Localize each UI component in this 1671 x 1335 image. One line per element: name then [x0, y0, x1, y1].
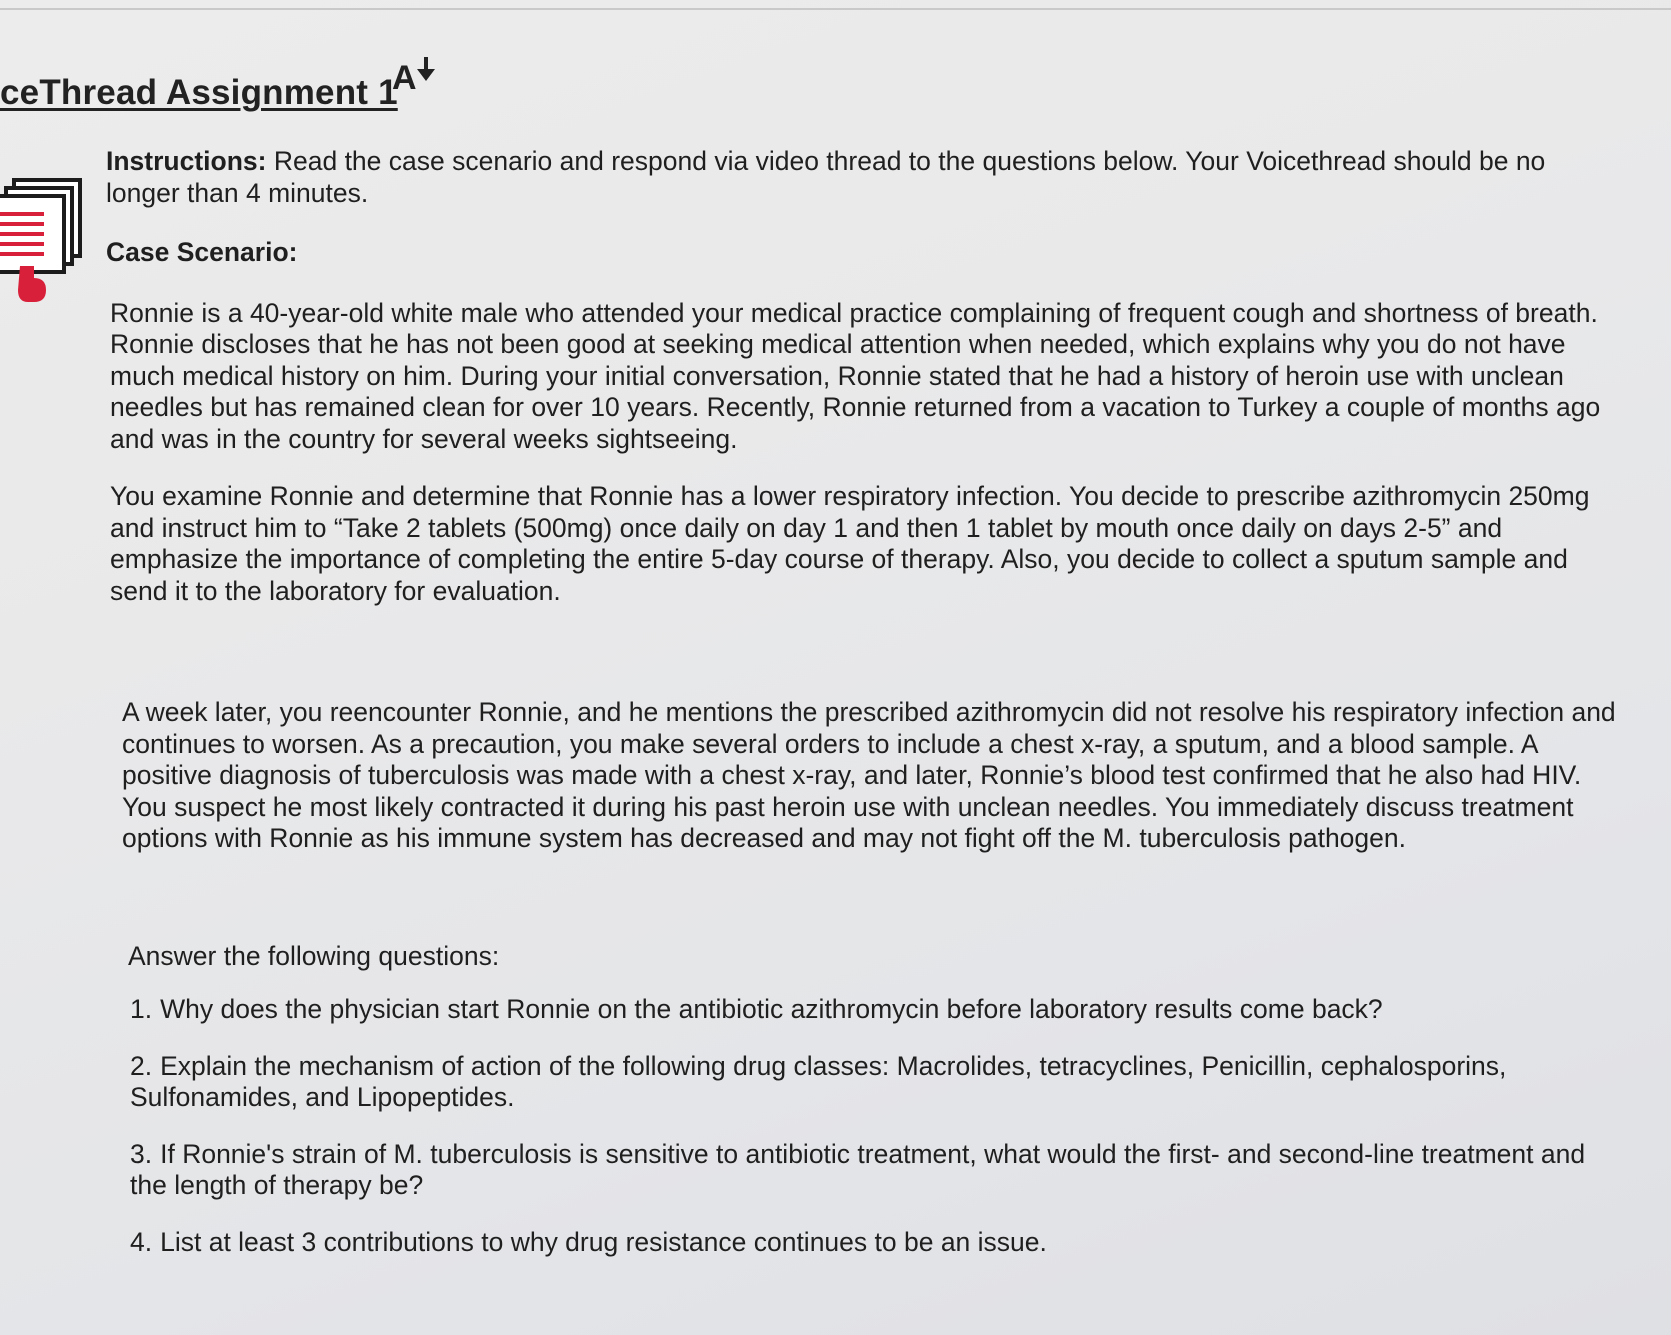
question-item	[106, 994, 1626, 1026]
question-number: 3.	[130, 1138, 153, 1169]
question-item	[106, 1139, 1626, 1202]
question-list	[106, 994, 1626, 1258]
questions-heading: Answer the following questions:	[128, 940, 500, 971]
instructions-text: Read the case scenario and respond via video thread to the questions below. Your Voicethread should be no longer than 4 minutes.	[106, 146, 1546, 208]
question-item	[106, 1227, 1626, 1259]
instructions	[106, 146, 1626, 209]
question-text: Why does the physician start Ronnie on the antibiotic azithromycin before laboratory results come back?	[160, 994, 1383, 1024]
question-text: Explain the mechanism of action of the following drug classes: Macrolides, tetracyclines, Penicillin, cephalosporins, Sulfonamides, and Lipopeptides.	[130, 1050, 1507, 1112]
document-stack-icon	[0, 178, 86, 318]
question-number: 1.	[130, 994, 153, 1024]
question-text: If Ronnie's strain of M. tuberculosis is sensitive to antibiotic treatment, what would the first- and second-line treatment and the length of therapy be?	[130, 1138, 1586, 1200]
svg-text:A: A	[392, 59, 417, 95]
sort-down-icon[interactable]	[392, 55, 444, 95]
question-number: 4.	[130, 1226, 153, 1257]
case-paragraph-2: You examine Ronnie and determine that Ronnie has a lower respiratory infection. You decide to prescribe azithromycin 250mg and instruct him to “Take 2 tablets (500mg) once daily on day 1 and then 1 tablet by mouth once daily on days 2-5” and emphasize the importance of completing the entire 5-day course of therapy. Also, you decide to collect a sputum sample and send it to the laboratory for evaluation.	[110, 481, 1590, 606]
assignment-content	[106, 146, 1626, 1283]
question-number: 2.	[130, 1050, 153, 1081]
question-item	[106, 1051, 1626, 1114]
case-scenario-heading: Case Scenario:	[106, 237, 298, 267]
instructions-label: Instructions:	[106, 146, 267, 176]
top-divider	[0, 8, 1671, 10]
case-paragraph-1: Ronnie is a 40-year-old white male who attended your medical practice complaining of frequent cough and shortness of breath. Ronnie discloses that he has not been good at seeking medical attention when needed, which explains why you do not have much medical history on him. During your initial conversation, Ronnie stated that he had a history of heroin use with unclean needles but has remained clean for over 10 years. Recently, Ronnie returned from a vacation to Turkey a couple of months ago and was in the country for several weeks sightseeing.	[110, 297, 1601, 454]
page-title: ceThread Assignment 1	[0, 73, 398, 113]
question-text: List at least 3 contributions to why drug resistance continues to be an issue.	[160, 1226, 1047, 1257]
case-paragraph-3: A week later, you reencounter Ronnie, and he mentions the prescribed azithromycin did not resolve his respiratory infection and continues to worsen. As a precaution, you make several orders to include a chest x-ray, a sputum, and a blood sample. A positive diagnosis of tuberculosis was made with a chest x-ray, and later, Ronnie’s blood test confirmed that he also had HIV. You suspect he most likely contracted it during his past heroin use with unclean needles. You immediately discuss treatment options with Ronnie as his immune system has decreased and may not fight off the M. tuberculosis pathogen.	[122, 697, 1616, 853]
